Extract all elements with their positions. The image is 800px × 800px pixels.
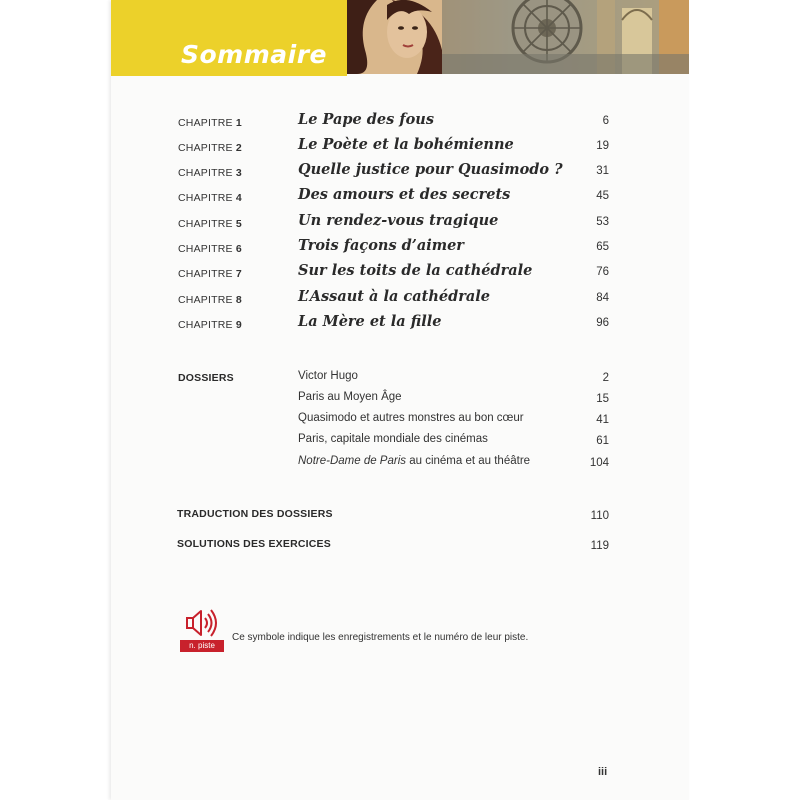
page-number: 31 <box>596 165 609 177</box>
chapter-label: CHAPITRE 3 <box>178 167 242 179</box>
page-title: Sommaire <box>181 40 328 69</box>
page-number: 19 <box>596 140 609 152</box>
chapter-label: CHAPITRE 9 <box>178 319 242 331</box>
chapter-label: CHAPITRE 7 <box>178 268 242 280</box>
dossier-item[interactable]: Paris au Moyen Âge <box>298 391 402 403</box>
chapter-label: CHAPITRE 1 <box>178 117 242 129</box>
chapter-title[interactable]: Quelle justice pour Quasimodo ? <box>298 161 563 178</box>
dossier-item[interactable] <box>298 455 530 467</box>
chapter-title[interactable]: Trois façons d’aimer <box>298 237 464 254</box>
page-number: 2 <box>602 372 609 384</box>
page-folio: iii <box>598 766 608 778</box>
dossier-item-rest: au cinéma et au théâtre <box>406 455 531 467</box>
chapter-title[interactable]: Le Poète et la bohémienne <box>298 136 514 153</box>
chapter-row[interactable] <box>111 186 689 208</box>
book-page <box>111 0 689 800</box>
page-number: 45 <box>596 190 609 202</box>
page-number: 53 <box>596 216 609 228</box>
page-number: 84 <box>596 292 609 304</box>
traduction-label[interactable]: TRADUCTION DES DOSSIERS <box>177 508 333 520</box>
chapter-row[interactable] <box>111 212 689 234</box>
chapter-label: CHAPITRE 5 <box>178 218 242 230</box>
dossier-item-italic: Notre-Dame de Paris <box>298 455 407 467</box>
chapter-title[interactable]: La Mère et la fille <box>298 313 442 330</box>
chapter-row[interactable] <box>111 313 689 335</box>
dossier-item[interactable]: Quasimodo et autres monstres au bon cœur <box>298 412 524 424</box>
dossiers-label: DOSSIERS <box>178 372 234 384</box>
page-number: 104 <box>589 457 609 469</box>
chapter-label: CHAPITRE 8 <box>178 294 242 306</box>
cathedral-illustration <box>347 0 689 74</box>
legend-text: Ce symbole indique les enregistrements et le numéro de leur piste. <box>232 632 529 643</box>
page-number: 6 <box>602 115 609 127</box>
dossier-item[interactable]: Paris, capitale mondiale des cinémas <box>298 433 488 445</box>
page-number: 65 <box>596 241 609 253</box>
track-badge: n. piste <box>180 640 224 652</box>
chapter-row[interactable] <box>111 288 689 310</box>
page-number: 110 <box>590 510 609 522</box>
chapter-row[interactable] <box>111 136 689 158</box>
header-band <box>111 0 347 76</box>
chapter-title[interactable]: L’Assaut à la cathédrale <box>298 288 491 305</box>
chapter-label: CHAPITRE 2 <box>178 142 242 154</box>
chapter-title[interactable]: Le Pape des fous <box>298 111 434 128</box>
page-number: 96 <box>596 317 609 329</box>
chapter-row[interactable] <box>111 262 689 284</box>
header-illustration <box>347 0 689 74</box>
page-number: 15 <box>596 393 609 405</box>
dossier-item[interactable]: Victor Hugo <box>298 370 358 382</box>
speaker-icon <box>185 608 225 638</box>
chapter-title[interactable]: Un rendez-vous tragique <box>298 212 499 229</box>
chapter-label: CHAPITRE 6 <box>178 243 242 255</box>
page-number: 76 <box>596 266 609 278</box>
chapter-row[interactable] <box>111 111 689 133</box>
chapter-row[interactable] <box>111 161 689 183</box>
chapter-label: CHAPITRE 4 <box>178 192 242 204</box>
page-number: 61 <box>596 435 609 447</box>
chapter-title[interactable]: Sur les toits de la cathédrale <box>298 262 533 279</box>
solutions-label[interactable]: SOLUTIONS DES EXERCICES <box>177 538 331 550</box>
page-number: 41 <box>596 414 609 426</box>
chapter-row[interactable] <box>111 237 689 259</box>
page-number: 119 <box>590 540 609 552</box>
chapter-title[interactable]: Des amours et des secrets <box>298 186 511 203</box>
